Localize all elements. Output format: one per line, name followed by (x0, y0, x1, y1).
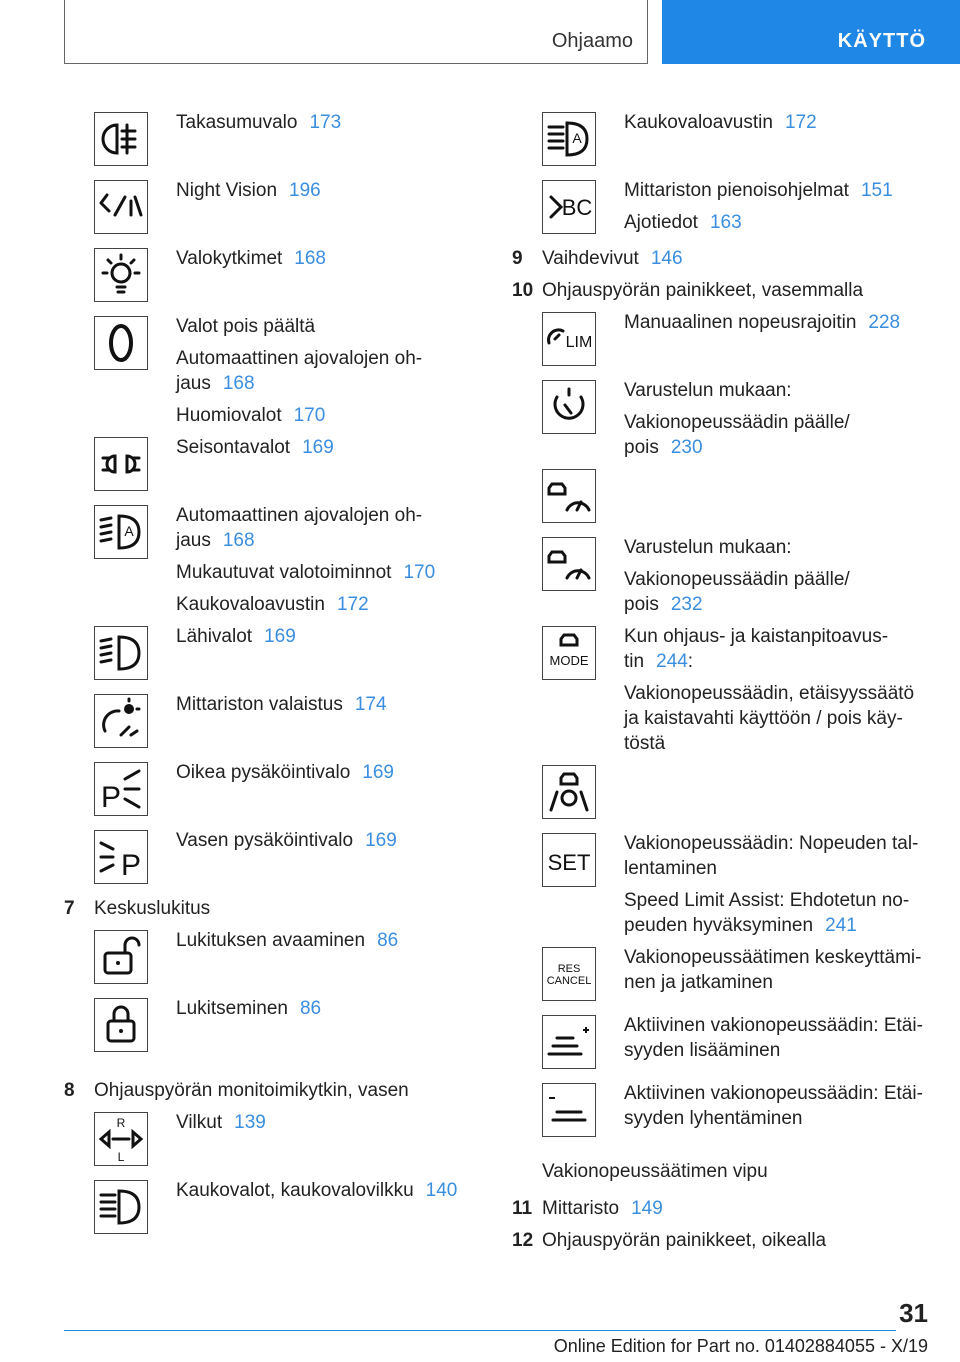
page-reference-link[interactable]: 163 (709, 212, 742, 233)
lights-off-icon (94, 316, 148, 370)
symbol-entry (542, 110, 932, 178)
page-reference-link[interactable]: 151 (860, 180, 893, 201)
svg-text:MODE: MODE (549, 653, 589, 668)
symbol-entry (94, 996, 474, 1064)
svg-text:RES: RES (557, 963, 581, 975)
entry-text: Oikea pysäköintivalo 169 (176, 762, 394, 783)
acc-icon (542, 469, 596, 523)
page-reference-link[interactable]: 86 (377, 930, 399, 951)
entry-text: Vakionopeussäädin päälle/ pois 232 (624, 569, 850, 615)
entry-text: Mittariston valaistus 174 (176, 694, 387, 715)
symbol-entry (94, 246, 474, 314)
left-column (64, 110, 474, 1246)
page-reference-link[interactable]: 241 (825, 915, 857, 936)
header-section-box (64, 0, 648, 64)
symbol-entry (94, 314, 474, 428)
symbol-entry (542, 831, 932, 938)
page-reference-link[interactable]: 140 (425, 1180, 458, 1201)
symbol-entry (542, 945, 932, 1013)
svg-text:R: R (116, 1116, 126, 1130)
symbol-entry (542, 310, 932, 378)
entry-text: Lähivalot 169 (176, 626, 296, 647)
section-8: 8 Ohjauspyörän monitoimikytkin, vasen (64, 1080, 409, 1101)
page-reference-link[interactable]: 174 (354, 694, 387, 715)
parking-lights-icon (94, 437, 148, 491)
entry-text: Varustelun mukaan: (624, 380, 792, 401)
page-reference-link[interactable]: 86 (299, 998, 322, 1019)
auto-headlight-icon (94, 505, 148, 559)
symbol-entry (542, 178, 932, 246)
entry-text: Manuaalinen nopeusrajoitin 228 (624, 312, 901, 333)
header-chapter-box (662, 0, 960, 64)
bc-button-icon (542, 180, 596, 234)
svg-text:L: L (117, 1150, 125, 1164)
entry-text: Vakionopeussäätimen keskeyttämi- nen ja jatkaminen (624, 947, 922, 993)
symbol-entry (542, 624, 932, 756)
right-parking-light-icon (94, 762, 148, 816)
entry-text: Aktiivinen vakionopeussäädin: Etäi- syyden lyhentäminen (624, 1083, 923, 1129)
left-parking-light-icon (94, 830, 148, 884)
symbol-entry (542, 378, 932, 460)
speed-limiter-icon (542, 312, 596, 366)
entry-text: Night Vision 196 (176, 180, 321, 201)
night-vision-icon (94, 180, 148, 234)
section-7: 7 Keskuslukitus (64, 898, 211, 919)
set-button-icon (542, 833, 596, 887)
page-reference-link[interactable]: 172 (784, 112, 817, 133)
header-section-title: Ohjaamo (551, 30, 633, 52)
cruise-lever-label: Vakionopeussäätimen vipu (542, 1161, 768, 1182)
page-reference-link[interactable]: 170 (403, 562, 436, 583)
page-reference-link[interactable]: 169 (302, 437, 334, 458)
symbol-entry (542, 467, 932, 535)
entry-text: Automaattinen ajovalojen oh- jaus 168 (176, 348, 423, 394)
section-12: 12 Ohjauspyörän painikkeet, oikealla (512, 1230, 827, 1251)
page-reference-link[interactable]: 169 (264, 626, 296, 647)
footer-text: Online Edition for Part no. 01402884055 - X/19 (553, 1336, 928, 1356)
section-11: 11 Mittaristo 149 (512, 1198, 663, 1219)
acc-icon-2 (542, 537, 596, 591)
svg-text:BC: BC (561, 195, 593, 220)
svg-text:LIM: LIM (565, 334, 593, 351)
symbol-entry (94, 760, 474, 828)
symbol-entry (94, 178, 474, 246)
entry-text: Aktiivinen vakionopeussäädin: Etäi- syyden lisääminen (624, 1015, 923, 1061)
entry-text: Automaattinen ajovalojen oh- jaus 168 (176, 505, 423, 551)
entry-text: Seisontavalot 169 (176, 437, 334, 458)
symbol-entry (94, 110, 474, 178)
entry-text: Varustelun mukaan: (624, 537, 792, 558)
entry-text: Takasumuvalo 173 (176, 112, 342, 133)
right-column (512, 110, 932, 1260)
svg-text:P: P (120, 849, 142, 882)
entry-text: Mukautuvat valotoiminnot 170 (176, 562, 436, 583)
page-number: 31 (899, 1298, 928, 1328)
entry-text: Vakionopeussäädin, etäisyyssäätö ja kaistavahti käyttöön / pois käy- töstä (624, 683, 915, 754)
high-beam-assistant-icon (542, 112, 596, 166)
symbol-entry (94, 624, 474, 692)
page-reference-link[interactable]: 168 (294, 248, 326, 269)
symbol-entry (94, 692, 474, 760)
page-reference-link[interactable]: 139 (234, 1112, 266, 1133)
entry-text: Lukituksen avaaminen 86 (176, 930, 399, 951)
high-beam-icon (94, 1180, 148, 1234)
symbol-entry (94, 503, 474, 617)
page-reference-link[interactable]: 168 (222, 530, 255, 551)
page-reference-link[interactable]: 169 (365, 830, 397, 851)
section-10: 10 Ohjauspyörän painikkeet, vasemmalla (512, 280, 864, 301)
unlock-icon (94, 930, 148, 984)
light-switch-icon (94, 248, 148, 302)
entry-text: Huomiovalot 170 (176, 405, 326, 426)
page-reference-link[interactable]: 169 (362, 762, 394, 783)
svg-text:A: A (124, 523, 134, 539)
header-chapter-title: KÄYTTÖ (837, 30, 926, 52)
footer-divider (64, 1330, 896, 1331)
instrument-lighting-icon (94, 694, 148, 748)
symbol-entry (542, 1013, 932, 1081)
entry-text: Vakionopeussäädin päälle/ pois 230 (624, 412, 850, 458)
svg-text:SET: SET (547, 850, 591, 875)
symbol-entry (542, 1081, 932, 1149)
entry-text: Valokytkimet 168 (176, 248, 326, 269)
entry-text: Vakionopeussäädin: Nopeuden tal- lentaminen (624, 833, 919, 879)
page-reference-link[interactable]: 173 (309, 112, 342, 133)
page-reference-link[interactable]: 172 (336, 594, 369, 615)
distance-decrease-icon (542, 1083, 596, 1137)
entry-text: Kaukovaloavustin 172 (624, 112, 817, 133)
entry-text: Ajotiedot 163 (624, 212, 742, 233)
page-reference-link[interactable]: 228 (868, 312, 901, 333)
symbol-entry (542, 535, 932, 617)
svg-text:CANCEL: CANCEL (546, 975, 592, 987)
mode-button-icon (542, 626, 596, 680)
entry-text: Lukitseminen 86 (176, 998, 322, 1019)
turn-signal-icon (94, 1112, 148, 1166)
page-reference-link[interactable]: 244 (656, 651, 688, 672)
rear-fog-light-icon (94, 112, 148, 166)
symbol-entry (94, 1110, 474, 1178)
symbol-entry (94, 928, 474, 996)
page-reference-link[interactable]: 168 (222, 373, 255, 394)
cruise-control-icon (542, 380, 596, 434)
entry-text: Kaukovaloavustin 172 (176, 594, 369, 615)
section-9: 9 Vaihdevivut 146 (512, 248, 683, 269)
low-beam-icon (94, 626, 148, 680)
entry-text: Mittariston pienoisohjelmat 151 (624, 180, 893, 201)
lane-assist-icon (542, 765, 596, 819)
entry-text: Vasen pysäköintivalo 169 (176, 830, 397, 851)
entry-text: Kaukovalot, kaukovalovilkku 140 (176, 1180, 458, 1201)
page-reference-link[interactable]: 230 (670, 437, 703, 458)
symbol-entry (94, 828, 474, 896)
entry-text: Vilkut 139 (176, 1112, 266, 1133)
page-reference-link[interactable]: 196 (289, 180, 321, 201)
entry-text: Speed Limit Assist: Ehdotetun no- peuden hyväksyminen 241 (624, 890, 910, 936)
entry-text: Valot pois päältä (176, 316, 316, 337)
symbol-entry (94, 1178, 474, 1246)
svg-text:P: P (100, 781, 122, 814)
svg-text:A: A (572, 130, 582, 146)
entry-text: Kun ohjaus- ja kaistanpitoavus- tin 244: (624, 626, 889, 672)
page-reference-link[interactable]: 232 (670, 594, 703, 615)
lock-icon (94, 998, 148, 1052)
page-reference-link[interactable]: 170 (293, 405, 326, 426)
symbol-entry (94, 435, 474, 503)
res-cancel-icon (542, 947, 596, 1001)
distance-increase-icon (542, 1015, 596, 1069)
symbol-entry (542, 763, 932, 831)
